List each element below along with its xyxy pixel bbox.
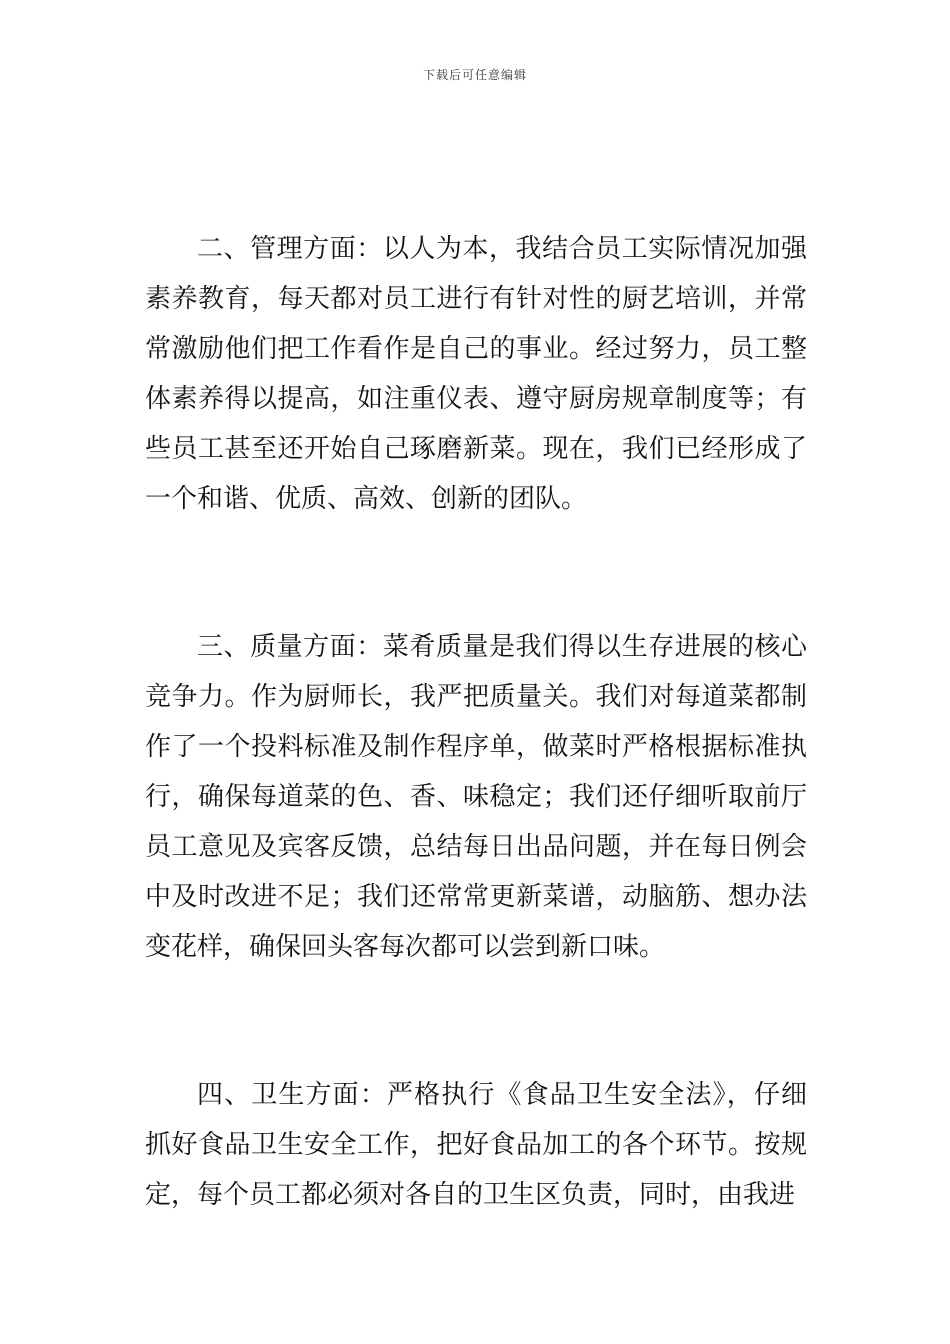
paragraph-quality: 三、质量方面：菜肴质量是我们得以生存进展的核心竞争力。作为厨师长，我严把质量关。我们对每道菜都制作了一个投料标准及制作程序单，做菜时严格根据标准执行，确保每道菜的色、香、味稳定；我们还仔细听取前厅员工意见及宾客反馈，总结每日出品问题，并在每日例会中及时改进不足；我们还常常更新菜谱，动脑筋、想办法变花样，确保回头客每次都可以尝到新口味。 <box>145 632 807 962</box>
header-note: 下载后可任意编辑 <box>422 68 527 82</box>
paragraph-hygiene: 四、卫生方面：严格执行《食品卫生安全法》，仔细抓好食品卫生安全工作，把好食品加工的各个环节。按规定，每个员工都必须对各自的卫生区负责，同时，由我进 <box>145 1080 807 1210</box>
paragraph-management: 二、管理方面：以人为本，我结合员工实际情况加强素养教育，每天都对员工进行有针对性的厨艺培训，并常常激励他们把工作看作是自己的事业。经过努力，员工整体素养得以提高，如注重仪表、遵守厨房规章制度等；有些员工甚至还开始自己琢磨新菜。现在，我们已经形成了一个和谐、优质、高效、创新的团队。 <box>145 234 807 514</box>
